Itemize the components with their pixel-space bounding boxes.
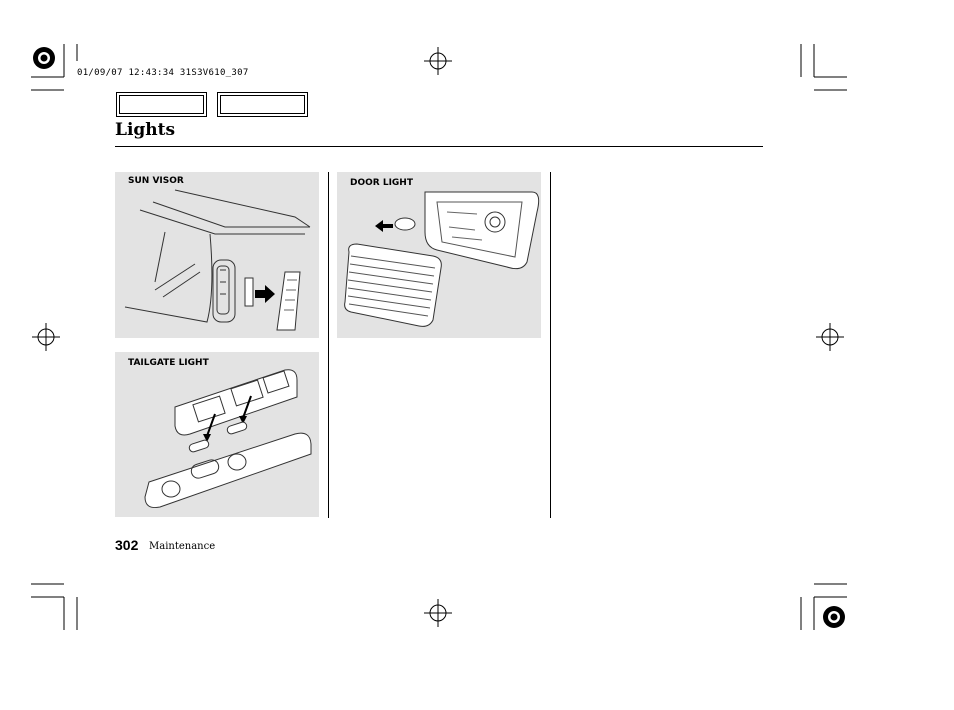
nav-button-next[interactable]	[217, 92, 308, 117]
page-title: Lights	[115, 120, 176, 140]
figure-label: SUN VISOR	[128, 176, 184, 186]
sun-visor-illustration	[115, 172, 319, 338]
column-divider	[550, 172, 551, 518]
door-light-illustration	[337, 172, 541, 338]
column-divider	[328, 172, 329, 518]
section-name: Maintenance	[149, 541, 216, 552]
page-number: 302	[115, 537, 139, 553]
door-light-figure	[337, 172, 541, 338]
figure-label: TAILGATE LIGHT	[128, 358, 209, 368]
nav-button-previous[interactable]	[116, 92, 207, 117]
tailgate-light-illustration	[115, 352, 319, 517]
sun-visor-figure	[115, 172, 319, 338]
tailgate-light-figure	[115, 352, 319, 517]
print-metadata: 01/09/07 12:43:34 31S3V610_307	[77, 68, 249, 78]
title-rule	[115, 146, 763, 147]
figure-label: DOOR LIGHT	[350, 178, 413, 188]
